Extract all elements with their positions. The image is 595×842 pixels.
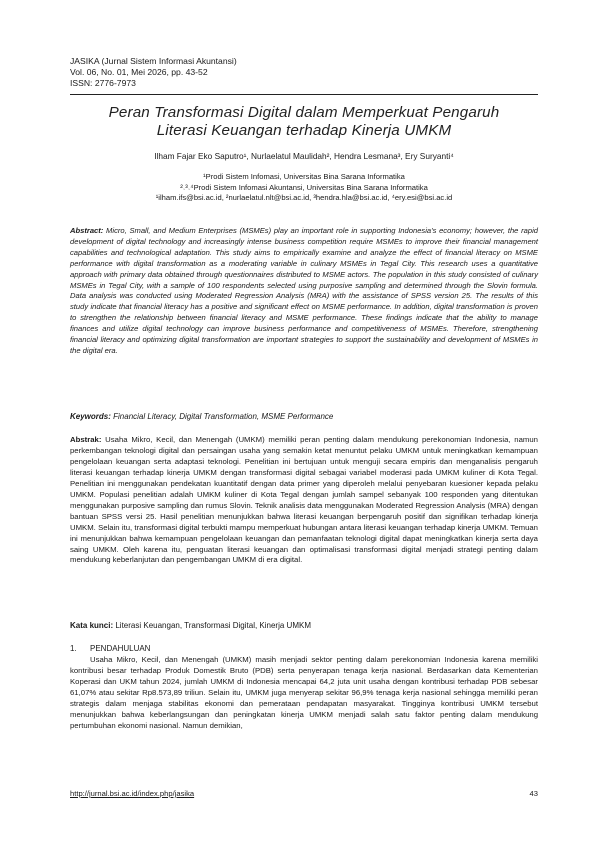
keywords-english (70, 411, 538, 422)
keywords-english-label: Keywords: (70, 412, 111, 421)
paper-title (70, 104, 538, 140)
abstract-english-text: Micro, Small, and Medium Enterprises (MSMEs) play an important role in supporting Indonesia's economy; however, the rapid development of digital technology and increasingly intense business competition require MSMEs to improve their financial management capabilities and technological adaptation. This study aims to empirically examine and analyze the effect of financial literacy on MSME performance with digital transformation as a moderating variable in culinary MSMEs in Tegal City. This research uses a quantitative approach with primary data obtained through questionnaires distributed to MSME actors. The population in this study consisted of culinary MSMEs in Tegal City, with a sample of 100 respondents selected using purposive sampling and determined through the Slovin formula. Data analysis was conducted using Moderated Regression Analysis (MRA) with the assistance of SPSS version 25. The results of this study indicate that financial literacy has a positive and significant effect on MSME performance. In addition, digital transformation is proven to strengthen the relationship between financial literacy and MSME performance. These findings indicate that the ability to manage finances and utilize digital technology can improve business performance and competitiveness of MSMEs. Therefore, strengthening financial literacy and optimizing digital transformation are important strategies to support the sustainability and development of MSMEs in the digital era. (70, 226, 538, 355)
section-heading-introduction (70, 643, 150, 654)
journal-header (70, 56, 530, 89)
journal-name: JASIKA (Jurnal Sistem Informasi Akuntansi) (70, 56, 237, 66)
author-list: Ilham Fajar Eko Saputro¹, Nurlaelatul Maulidah², Hendra Lesmana³, Ery Suryanti⁴ (154, 151, 454, 161)
title-line-2: Literasi Keuangan terhadap Kinerja UMKM (156, 122, 452, 139)
abstract-indonesian-text: Usaha Mikro, Kecil, dan Menengah (UMKM) memiliki peran penting dalam mendukung perekonomian Indonesia, namun perkembangan teknologi digital dan persaingan usaha yang semakin ketat menuntut pelaku UMKM untuk meningkatkan kemampuan pengelolaan keuangan serta adaptasi teknologi. Penelitian ini bertujuan untuk menguji secara empiris dan menganalisis pengaruh literasi keuangan terhadap kinerja UMKM dengan transformasi digital sebagai variabel moderasi pada UMKM kuliner di Kota Tegal. Penelitian ini menggunakan pendekatan kuantitatif dengan data primer yang diperoleh melalui penyebaran kuesioner kepada pelaku UMKM. Populasi penelitian adalah UMKM kuliner di Kota Tegal dengan jumlah sampel sebanyak 100 responden yang ditentukan menggunakan purposive sampling dan rumus Slovin. Teknik analisis data menggunakan Moderated Regression Analysis (MRA) dengan bantuan SPSS versi 25. Hasil penelitian menunjukkan bahwa literasi keuangan berpengaruh positif dan signifikan terhadap kinerja UMKM. Selain itu, transformasi digital terbukti mampu memperkuat hubungan antara literasi keuangan terhadap kinerja UMKM. Temuan ini menunjukkan bahwa kemampuan pengelolaan keuangan dan pemanfaatan teknologi digital dapat meningkatkan kinerja serta daya saing UMKM. Oleh karena itu, penguatan literasi keuangan dan optimalisasi transformasi digital menjadi strategi penting dalam mendukung keberlanjutan dan pengembangan UMKM di era digital. (70, 435, 538, 565)
journal-issn: ISSN: 2776-7973 (70, 78, 136, 88)
section-title: PENDAHULUAN (90, 644, 151, 653)
keywords-english-text: Financial Literacy, Digital Transformation, MSME Performance (110, 412, 334, 421)
keywords-indonesian-text: Literasi Keuangan, Transformasi Digital, Kinerja UMKM (113, 621, 311, 630)
page-number: 43 (529, 789, 538, 798)
title-line-1: Peran Transformasi Digital dalam Memperkuat Pengaruh (108, 104, 500, 121)
section-number: 1. (70, 644, 77, 653)
abstract-english-label: Abstract: (70, 226, 104, 235)
abstract-indonesian (70, 435, 538, 566)
abstract-indonesian-label: Abstrak: (70, 435, 102, 444)
affiliation-1: ¹Prodi Sistem Infomasi, Universitas Bina Sarana Informatika (203, 172, 405, 181)
journal-volume: Vol. 06, No. 01, Mei 2026, pp. 43-52 (70, 67, 208, 77)
journal-url-link[interactable]: http://jurnal.bsi.ac.id/index.php/jasika (70, 789, 195, 798)
keywords-indonesian (70, 620, 538, 631)
author-emails: ¹ilham.ifs@bsi.ac.id, ²nurlaelatul.nlt@bsi.ac.id, ³hendra.hla@bsi.ac.id, ⁴ery.esi@bsi.ac.id (155, 193, 453, 203)
keywords-indonesian-label: Kata kunci: (70, 621, 114, 630)
header-rule (70, 94, 538, 95)
affiliations (70, 172, 538, 204)
introduction-paragraph: Usaha Mikro, Kecil, dan Menengah (UMKM) masih menjadi sektor penting dalam perekonomian Indonesia karena memiliki kontribusi besar terhadap Produk Domestik Bruto (PDB) serta penyerapan tenaga kerja nasional. Berdasarkan data Kementerian Koperasi dan UKM tahun 2024, jumlah UMKM di Indonesia mencapai 64,2 juta unit usaha dengan kontribusi terhadap PDB sebesar 61,07% atau sekitar Rp8.573,89 triliun. Selain itu, UMKM juga menyerap sekitar 96,9% tenaga kerja nasional sehingga memiliki peran strategis dalam menjaga stabilitas ekonomi dan pemerataan pendapatan masyarakat. Tingginya kontribusi UMKM tersebut menunjukkan bahwa keberlangsungan dan peningkatan kinerja UMKM menjadi salah satu faktor penting dalam mendukung pertumbuhan ekonomi nasional. Namun demikian, (70, 655, 538, 730)
affiliation-2: ²˒³˒⁴Prodi Sistem Infomasi Akuntansi, Universitas Bina Sarana Informatika (180, 182, 428, 192)
abstract-english (70, 226, 538, 357)
